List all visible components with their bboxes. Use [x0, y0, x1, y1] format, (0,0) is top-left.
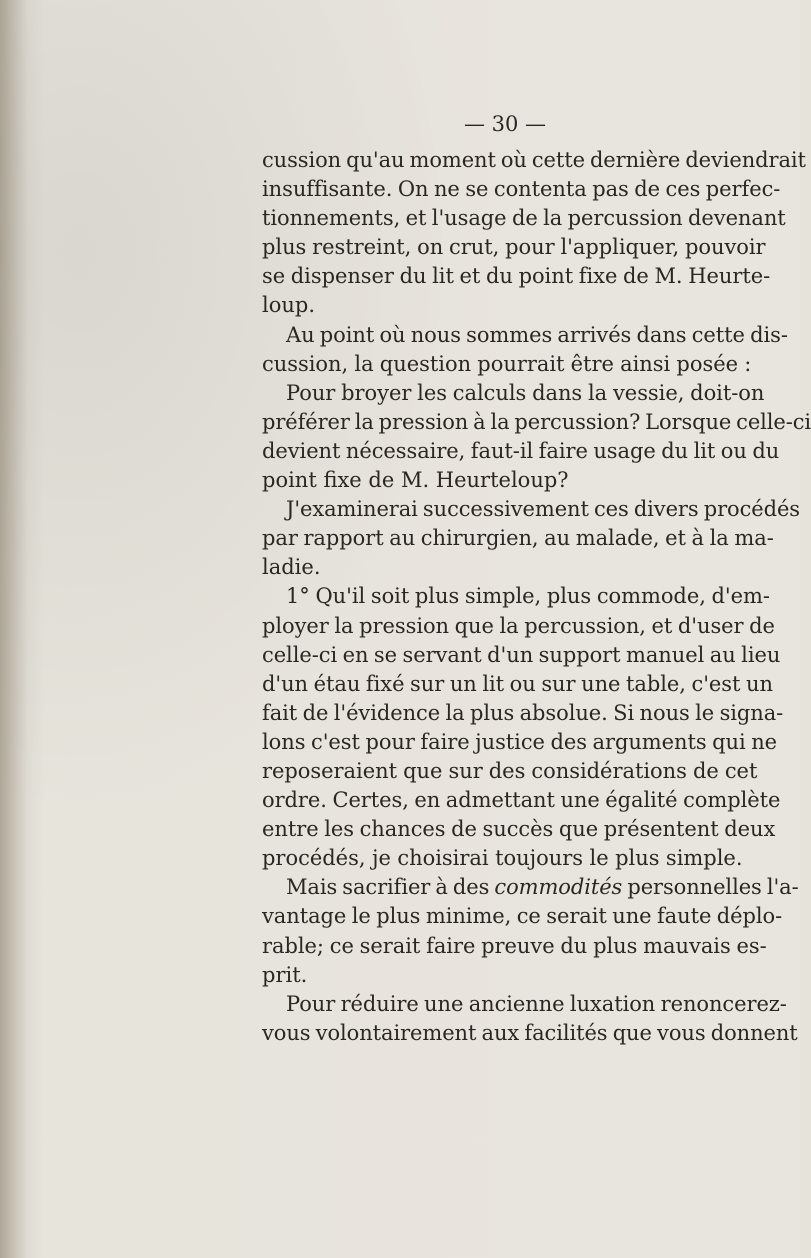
text-line: lons c'est pour faire justice des arguments qui ne — [262, 729, 778, 754]
text-line: ladie. — [262, 555, 321, 580]
text-line: celle-ci en se servant d'un support manuel au lieu — [262, 642, 781, 667]
page-spine-shadow — [0, 0, 28, 1258]
text-line: point fixe de M. Heurteloup? — [262, 468, 569, 493]
text-line: plus restreint, on crut, pour l'appliquer, pouvoir — [262, 235, 766, 260]
text-line: vantage le plus minime, ce serait une faute déplo- — [262, 904, 783, 929]
text-line: cussion, la question pourrait être ainsi posée : — [262, 351, 752, 376]
text-line: fait de l'évidence la plus absolue. Si nous le signa- — [262, 700, 784, 725]
text-line: se dispenser du lit et du point fixe de M. Heurte- — [262, 264, 771, 289]
text-line: J'examinerai successivement ces divers procédés — [286, 497, 800, 522]
text-line: reposeraient que sur des considérations de cet — [262, 758, 758, 783]
text-line: par rapport au chirurgien, au malade, et à la ma- — [262, 526, 774, 551]
text-line: devient nécessaire, faut-il faire usage du lit ou du — [262, 438, 780, 463]
text-line: entre les chances de succès que présentent deux — [262, 817, 776, 842]
text-line: rable; ce serait faire preuve du plus mauvais es- — [262, 933, 767, 958]
text-line-mixed — [262, 873, 799, 902]
text-line: Pour broyer les calculs dans la vessie, doit-on — [286, 380, 765, 405]
text-line: préférer la pression à la percussion? Lorsque celle-ci — [262, 409, 811, 434]
text-line: d'un étau fixé sur un lit ou sur une table, c'est un — [262, 671, 773, 696]
text-segment: personnelles l'a- — [622, 875, 799, 900]
body-text — [262, 146, 811, 1048]
text-line: tionnements, et l'usage de la percussion devenant — [262, 206, 786, 231]
text-line: prit. — [262, 962, 308, 987]
page-number: — 30 — — [463, 112, 547, 136]
text-line: loup. — [262, 293, 316, 318]
text-segment: Mais sacrifier à des — [286, 875, 495, 900]
text-line: 1° Qu'il soit plus simple, plus commode, d'em- — [286, 584, 770, 609]
text-line: ordre. Certes, en admettant une égalité complète — [262, 788, 781, 813]
text-line: procédés, je choisirai toujours le plus simple. — [262, 846, 743, 871]
text-line: insuffisante. On ne se contenta pas de ces perfec- — [262, 177, 781, 202]
text-line: Pour réduire une ancienne luxation renoncerez- — [286, 991, 787, 1016]
italic-term: commodités — [494, 875, 623, 900]
text-line: Au point où nous sommes arrivés dans cette dis- — [286, 322, 788, 347]
text-line: ployer la pression que la percussion, et d'user de — [262, 613, 775, 638]
text-line: vous volontairement aux facilités que vous donnent — [262, 1020, 798, 1045]
text-line: cussion qu'au moment où cette dernière deviendrait — [262, 148, 806, 172]
